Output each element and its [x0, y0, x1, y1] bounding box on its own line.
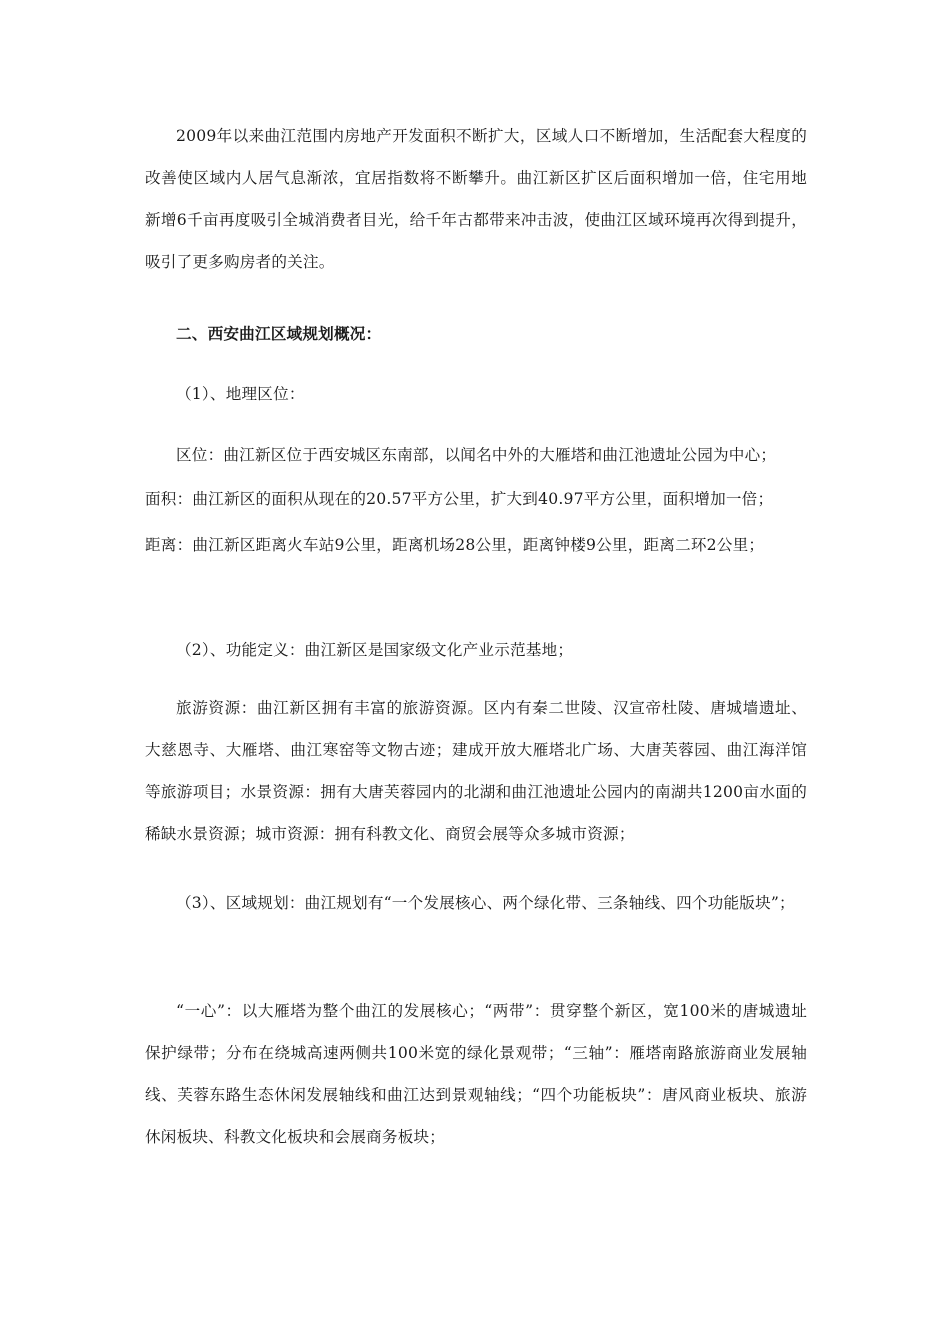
- area-line: 面积：曲江新区的面积从现在的20.57平方公里，扩大到40.97平方公里，面积增加一倍；: [145, 490, 774, 508]
- section-heading: 二、西安曲江区域规划概况：: [176, 324, 382, 343]
- planning-detail-paragraph: “一心”：以大雁塔为整个曲江的发展核心；“两带”：贯穿整个新区，宽100米的唐城遗址保护绿带；分布在绕城高速两侧共100米宽的绿化景观带；“三轴”：雁塔南路旅游商业发展轴线、芙蓉东路生态休闲发展轴线和曲江达到景观轴线；“四个功能板块”：唐风商业板块、旅游休闲板块、科教文化板块和会展商务板块；: [145, 1002, 807, 1146]
- subsection-function: （2）、功能定义：曲江新区是国家级文化产业示范基地；: [176, 641, 574, 659]
- location-line: 区位：曲江新区位于西安城区东南部，以闻名中外的大雁塔和曲江池遗址公园为中心；: [176, 446, 777, 464]
- subsection-geography: （1）、地理区位：: [176, 385, 305, 403]
- planning-subsection-paragraph: （3）、区域规划：曲江规划有“一个发展核心、两个绿化带、三条轴线、四个功能版块”；: [176, 894, 795, 912]
- intro-paragraph: 2009年以来曲江范围内房地产开发面积不断扩大，区域人口不断增加，生活配套大程度的改善使区域内人居气息渐浓，宜居指数将不断攀升。曲江新区扩区后面积增加一倍，住宅用地新增6千亩再度吸引全城消费者目光，给千年古都带来冲击波，使曲江区域环境再次得到提升，吸引了更多购房者的关注。: [145, 127, 807, 271]
- tourism-paragraph: 旅游资源：曲江新区拥有丰富的旅游资源。区内有秦二世陵、汉宣帝杜陵、唐城墙遗址、大慈恩寺、大雁塔、曲江寒窑等文物古迹；建成开放大雁塔北广场、大唐芙蓉园、曲江海洋馆等旅游项目；水景资源：拥有大唐芙蓉园内的北湖和曲江池遗址公园内的南湖共1200亩水面的稀缺水景资源；城市资源：拥有科教文化、商贸会展等众多城市资源；: [145, 699, 807, 843]
- distance-line: 距离：曲江新区距离火车站9公里，距离机场28公里，距离钟楼9公里，距离二环2公里；: [145, 536, 765, 554]
